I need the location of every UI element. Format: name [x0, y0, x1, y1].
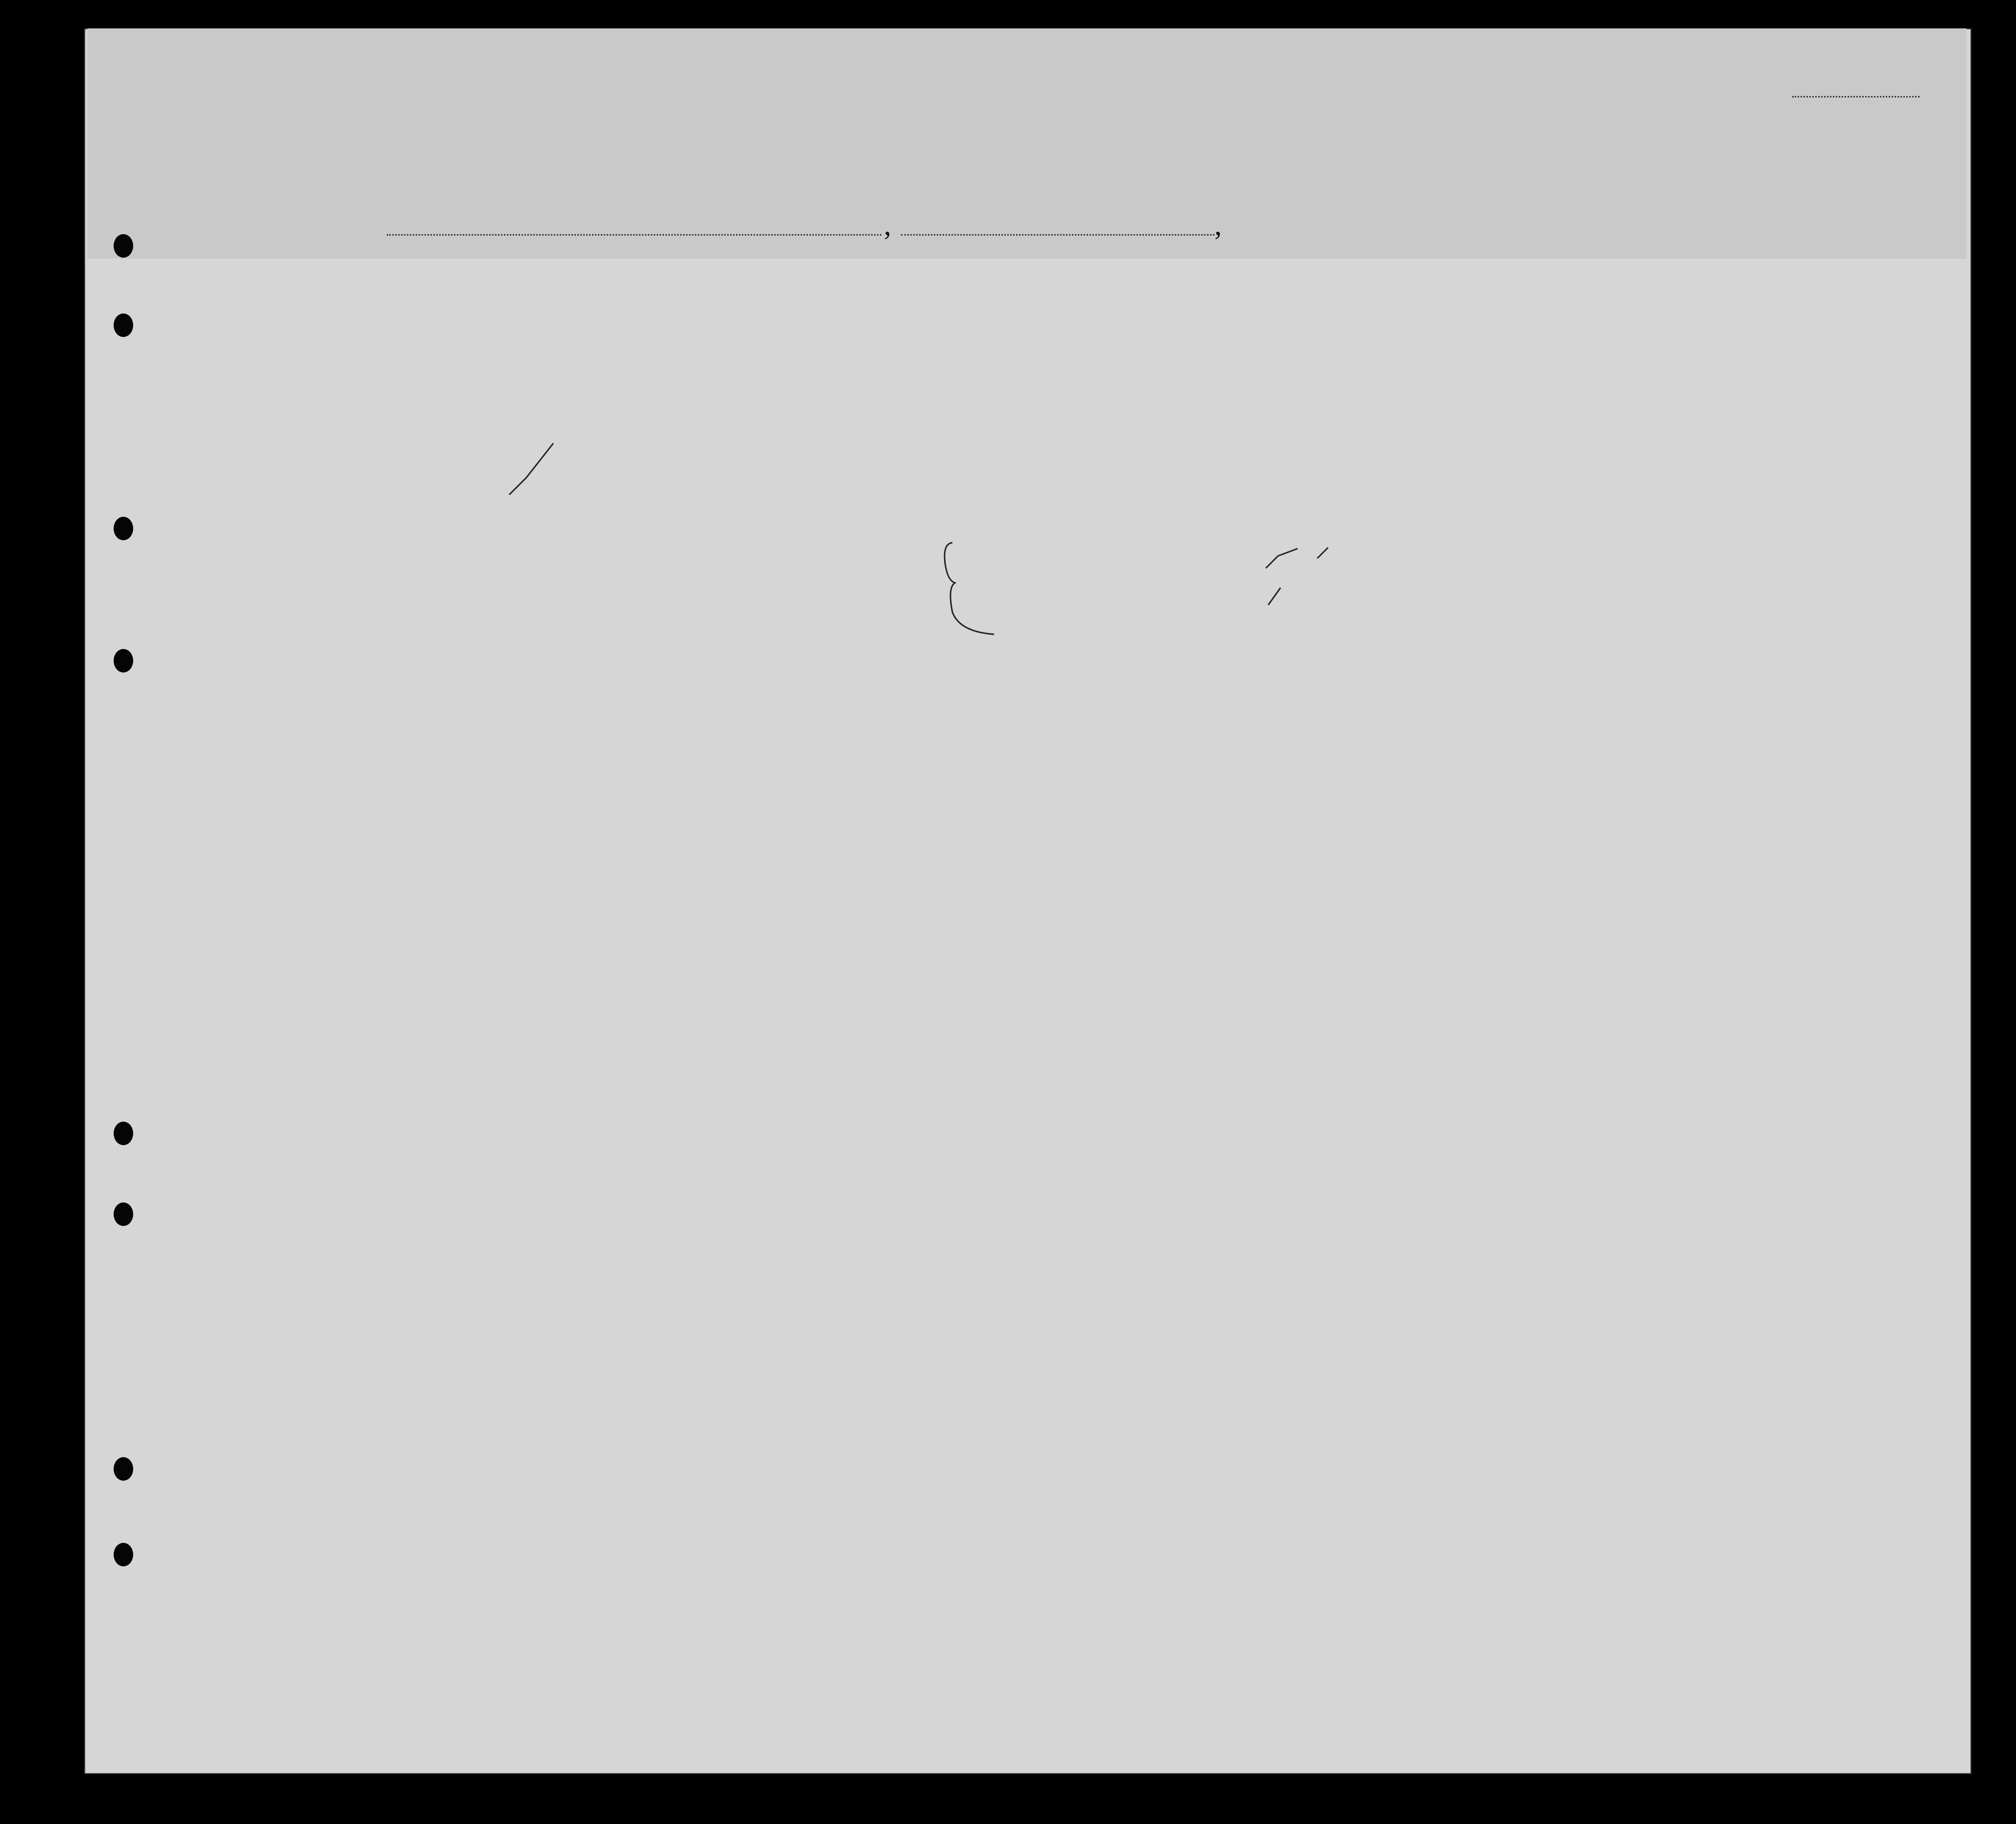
check-mark-2	[1266, 549, 1298, 568]
brace-mark	[945, 543, 994, 634]
check-mark-3	[1268, 588, 1281, 605]
comma-2: ,	[1214, 209, 1222, 241]
comma-1: ,	[884, 209, 891, 241]
check-mark-1	[509, 443, 553, 495]
check-mark-4	[1317, 548, 1328, 558]
